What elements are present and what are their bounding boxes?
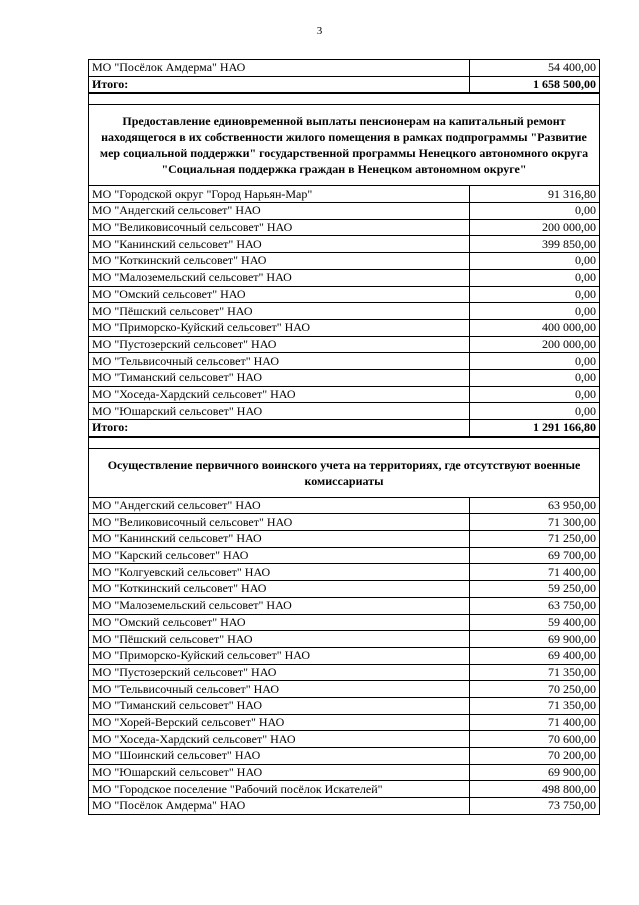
- table-row: [89, 403, 600, 420]
- municipality-name: МО "Шоинский сельсовет" НАО: [89, 748, 470, 765]
- amount-value: 498 800,00: [470, 781, 600, 798]
- municipality-name: МО "Приморско-Куйский сельсовет" НАО: [89, 319, 470, 336]
- amount-value: 59 250,00: [470, 581, 600, 598]
- municipality-name: МО "Хоседа-Хардский сельсовет" НАО: [89, 731, 470, 748]
- municipality-name: МО "Городское поселение "Рабочий посёлок Искателей": [89, 781, 470, 798]
- total-label: Итого:: [89, 420, 470, 437]
- total-row: [89, 420, 600, 437]
- municipality-name: МО "Канинский сельсовет" НАО: [89, 236, 470, 253]
- amount-value: 91 316,80: [470, 186, 600, 203]
- amount-value: 71 250,00: [470, 531, 600, 548]
- table-row: [89, 614, 600, 631]
- section-heading-row: [89, 448, 600, 497]
- municipality-name: МО "Омский сельсовет" НАО: [89, 286, 470, 303]
- municipality-name: МО "Тиманский сельсовет" НАО: [89, 369, 470, 386]
- table-row: [89, 514, 600, 531]
- municipality-name: МО "Колгуевский сельсовет" НАО: [89, 564, 470, 581]
- amount-value: 399 850,00: [470, 236, 600, 253]
- table-row: [89, 203, 600, 220]
- municipality-name: МО "Омский сельсовет" НАО: [89, 614, 470, 631]
- amount-value: 69 400,00: [470, 647, 600, 664]
- municipality-name: МО "Пёшский сельсовет" НАО: [89, 631, 470, 648]
- amount-value: 71 350,00: [470, 664, 600, 681]
- table-row: [89, 319, 600, 336]
- total-amount: 1 291 166,80: [470, 420, 600, 437]
- municipality-name: МО "Пустозерский сельсовет" НАО: [89, 336, 470, 353]
- municipality-name: МО "Тельвисочный сельсовет" НАО: [89, 681, 470, 698]
- amount-value: 0,00: [470, 369, 600, 386]
- table-row: [89, 219, 600, 236]
- municipality-name: МО "Юшарский сельсовет" НАО: [89, 403, 470, 420]
- municipality-name: МО "Хорей-Верский сельсовет" НАО: [89, 714, 470, 731]
- municipality-name: МО "Посёлок Амдерма" НАО: [89, 798, 470, 815]
- municipality-name: МО "Тиманский сельсовет" НАО: [89, 697, 470, 714]
- amount-value: 200 000,00: [470, 336, 600, 353]
- total-amount: 1 658 500,00: [470, 76, 600, 93]
- spacer-cell: [89, 437, 600, 449]
- amount-value: 69 700,00: [470, 547, 600, 564]
- table-row: [89, 581, 600, 598]
- table-row: [89, 597, 600, 614]
- table-row: [89, 781, 600, 798]
- table-row: [89, 236, 600, 253]
- amount-value: 0,00: [470, 203, 600, 220]
- table-row: [89, 269, 600, 286]
- table-row: [89, 286, 600, 303]
- amount-value: 69 900,00: [470, 631, 600, 648]
- amount-value: 0,00: [470, 303, 600, 320]
- amount-value: 73 750,00: [470, 798, 600, 815]
- table-row: [89, 647, 600, 664]
- spacer-row: [89, 437, 600, 449]
- table-row: [89, 303, 600, 320]
- municipality-name: МО "Посёлок Амдерма" НАО: [89, 60, 470, 77]
- municipality-name: МО "Городской округ "Город Нарьян-Мар": [89, 186, 470, 203]
- spacer-row: [89, 93, 600, 105]
- municipality-name: МО "Малоземельский сельсовет" НАО: [89, 269, 470, 286]
- municipality-name: МО "Карский сельсовет" НАО: [89, 547, 470, 564]
- amount-value: 54 400,00: [470, 60, 600, 77]
- amount-value: 70 200,00: [470, 748, 600, 765]
- page-number: 3: [316, 25, 323, 37]
- amount-value: 59 400,00: [470, 614, 600, 631]
- section-heading-row: [89, 105, 600, 186]
- table-row: [89, 748, 600, 765]
- amount-value: 0,00: [470, 386, 600, 403]
- amount-value: 71 400,00: [470, 564, 600, 581]
- total-row: [89, 76, 600, 93]
- section-heading: Осуществление первичного воинского учета на территориях, где отсутствуют военные комиссариаты: [89, 448, 600, 497]
- table-row: [89, 564, 600, 581]
- municipality-name: МО "Андегский сельсовет" НАО: [89, 203, 470, 220]
- table-row: [89, 353, 600, 370]
- municipality-name: МО "Канинский сельсовет" НАО: [89, 531, 470, 548]
- table-row: [89, 664, 600, 681]
- table-row: [89, 386, 600, 403]
- amount-value: 70 250,00: [470, 681, 600, 698]
- table-row: [89, 697, 600, 714]
- amount-value: 71 350,00: [470, 697, 600, 714]
- amount-value: 0,00: [470, 353, 600, 370]
- amount-value: 0,00: [470, 269, 600, 286]
- amount-value: 70 600,00: [470, 731, 600, 748]
- budget-table-body: [89, 60, 600, 815]
- municipality-name: МО "Юшарский сельсовет" НАО: [89, 764, 470, 781]
- table-row: [89, 731, 600, 748]
- table-row: [89, 336, 600, 353]
- amount-value: 69 900,00: [470, 764, 600, 781]
- municipality-name: МО "Андегский сельсовет" НАО: [89, 497, 470, 514]
- municipality-name: МО "Пёшский сельсовет" НАО: [89, 303, 470, 320]
- amount-value: 200 000,00: [470, 219, 600, 236]
- municipality-name: МО "Коткинский сельсовет" НАО: [89, 581, 470, 598]
- municipality-name: МО "Великовисочный сельсовет" НАО: [89, 219, 470, 236]
- table-row: [89, 798, 600, 815]
- municipality-name: МО "Хоседа-Хардский сельсовет" НАО: [89, 386, 470, 403]
- table-row: [89, 369, 600, 386]
- amount-value: 71 300,00: [470, 514, 600, 531]
- municipality-name: МО "Приморско-Куйский сельсовет" НАО: [89, 647, 470, 664]
- municipality-name: МО "Великовисочный сельсовет" НАО: [89, 514, 470, 531]
- total-label: Итого:: [89, 76, 470, 93]
- municipality-name: МО "Пустозерский сельсовет" НАО: [89, 664, 470, 681]
- budget-table: [88, 59, 600, 815]
- table-row: [89, 531, 600, 548]
- municipality-name: МО "Тельвисочный сельсовет" НАО: [89, 353, 470, 370]
- table-row: [89, 253, 600, 270]
- spacer-cell: [89, 93, 600, 105]
- table-row: [89, 764, 600, 781]
- amount-value: 63 950,00: [470, 497, 600, 514]
- amount-value: 0,00: [470, 403, 600, 420]
- table-row: [89, 547, 600, 564]
- amount-value: 400 000,00: [470, 319, 600, 336]
- amount-value: 0,00: [470, 253, 600, 270]
- amount-value: 71 400,00: [470, 714, 600, 731]
- amount-value: 63 750,00: [470, 597, 600, 614]
- municipality-name: МО "Малоземельский сельсовет" НАО: [89, 597, 470, 614]
- table-row: [89, 497, 600, 514]
- amount-value: 0,00: [470, 286, 600, 303]
- municipality-name: МО "Коткинский сельсовет" НАО: [89, 253, 470, 270]
- table-row: [89, 60, 600, 77]
- table-row: [89, 186, 600, 203]
- section-heading: Предоставление единовременной выплаты пенсионерам на капитальный ремонт находящегося в их собственности жилого помещения в рамках подпрограммы "Развитие мер социальной поддержки" государственной программы Ненецкого автономного округа "Социальная поддержка граждан в Ненецком автономном округе": [89, 105, 600, 186]
- table-row: [89, 631, 600, 648]
- table-row: [89, 681, 600, 698]
- table-row: [89, 714, 600, 731]
